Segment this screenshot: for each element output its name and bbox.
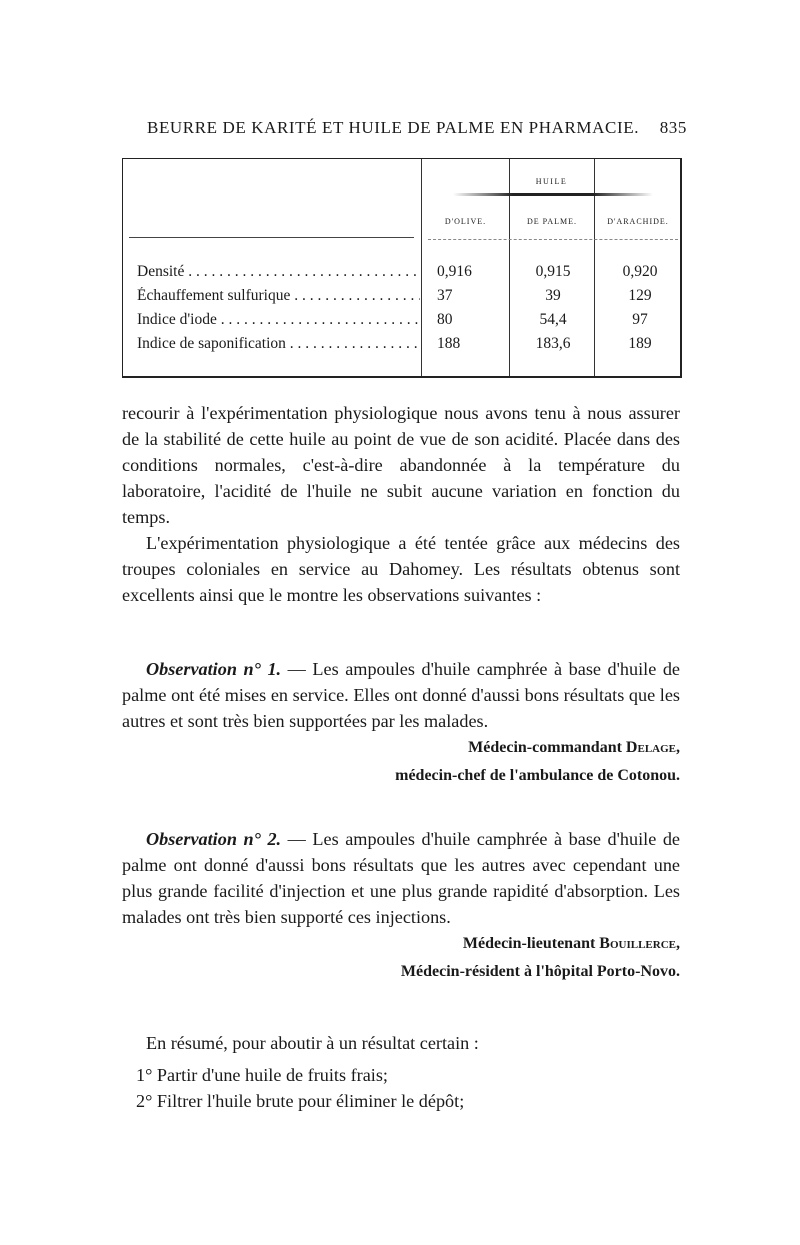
- signature-name: Delage,: [625, 739, 680, 756]
- cell-olive: 188: [437, 335, 461, 352]
- list-item: 2° Filtrer l'huile brute pour éliminer le dépôt;: [136, 1091, 465, 1111]
- column-header-palme: DE PALME.: [526, 217, 578, 226]
- observation-paragraph: [122, 656, 680, 734]
- cell-olive: 37: [437, 287, 453, 304]
- paragraph: recourir à l'expérimentation physiologique nous avons tenu à nous assurer de la stabilité de cette huile au point de vue de son acidité. Placée dans des conditions normales, c'est-à-dire abandonnée à la température du laboratoire, l'acidité de l'huile ne subit aucune variation en fonction du temps.: [122, 403, 680, 527]
- table-row: [137, 263, 681, 285]
- cell-palme: 0,915: [535, 263, 571, 280]
- table-rule: [428, 239, 678, 240]
- observation-label: Observation n° 1.: [146, 659, 282, 679]
- row-label: Indice de saponification . . .: [137, 335, 420, 353]
- table-rule: [129, 237, 414, 238]
- cell-arachide: 97: [632, 311, 648, 328]
- cell-olive: 0,916: [437, 263, 472, 280]
- cell-palme: 39: [545, 287, 561, 304]
- observation-label: Observation n° 2.: [146, 829, 282, 849]
- paragraph: L'expérimentation physiologique a été tentée grâce aux médecins des troupes coloniales en service au Dahomey. Les résultats obtenus sont excellents ainsi que le montre les observations suivantes :: [122, 533, 680, 605]
- observation-text: — Les ampoules d'huile camphrée à base d'huile de palme ont donné d'aussi bons résultats que les autres avec cependant une plus grande facilité d'injection et une plus grande rapidité d'absorption. Les malades ont très bien supporté ces injections.: [122, 829, 680, 927]
- data-table: [122, 158, 682, 378]
- cell-arachide: 0,920: [622, 263, 658, 280]
- signature-line: [122, 930, 680, 958]
- cell-arachide: 129: [628, 287, 652, 304]
- running-head: [147, 118, 687, 138]
- list-item: 1° Partir d'une huile de fruits frais;: [136, 1065, 388, 1085]
- row-label: Indice d'iode . . .: [137, 311, 420, 329]
- cell-arachide: 189: [628, 335, 652, 352]
- table-row: [137, 311, 681, 333]
- table-row: [137, 335, 681, 357]
- column-header-arachide: D'ARACHIDE.: [607, 217, 669, 226]
- cell-olive: 80: [437, 311, 453, 328]
- body-text: [122, 400, 680, 608]
- row-label: Densité . . .: [137, 263, 420, 281]
- observation-text: — Les ampoules d'huile camphrée à base d'huile de palme ont été mises en service. Elles ont donné d'aussi bons résultats que les autres et sont très bien supportées par les malades.: [122, 659, 680, 731]
- cell-palme: 183,6: [535, 335, 571, 352]
- column-header-olive: D'OLIVE.: [444, 217, 487, 226]
- signature-role: médecin-chef de l'ambulance de Cotonou.: [395, 767, 680, 784]
- cell-palme: 54,4: [539, 311, 567, 328]
- signature-title: Médecin-lieutenant: [462, 935, 600, 952]
- page-number: 835: [659, 118, 687, 137]
- observation-2: [122, 826, 680, 986]
- signature-role: Médecin-résident à l'hôpital Porto-Novo.: [400, 963, 680, 980]
- observation-paragraph: [122, 826, 680, 930]
- row-label: Échauffement sulfurique . . .: [137, 287, 420, 305]
- signature-name: Bouillerce,: [599, 935, 680, 952]
- signature-line: [122, 734, 680, 762]
- running-title: BEURRE DE KARITÉ ET HUILE DE PALME EN PHARMACIE.: [147, 118, 640, 137]
- summary-line: En résumé, pour aboutir à un résultat certain :: [146, 1033, 479, 1053]
- table-group-header: HUILE: [535, 177, 568, 186]
- observation-1: [122, 656, 680, 790]
- table-row: [137, 287, 681, 309]
- signature-title: Médecin-commandant: [468, 739, 626, 756]
- table-brace: [453, 193, 653, 196]
- summary-block: [122, 1030, 680, 1114]
